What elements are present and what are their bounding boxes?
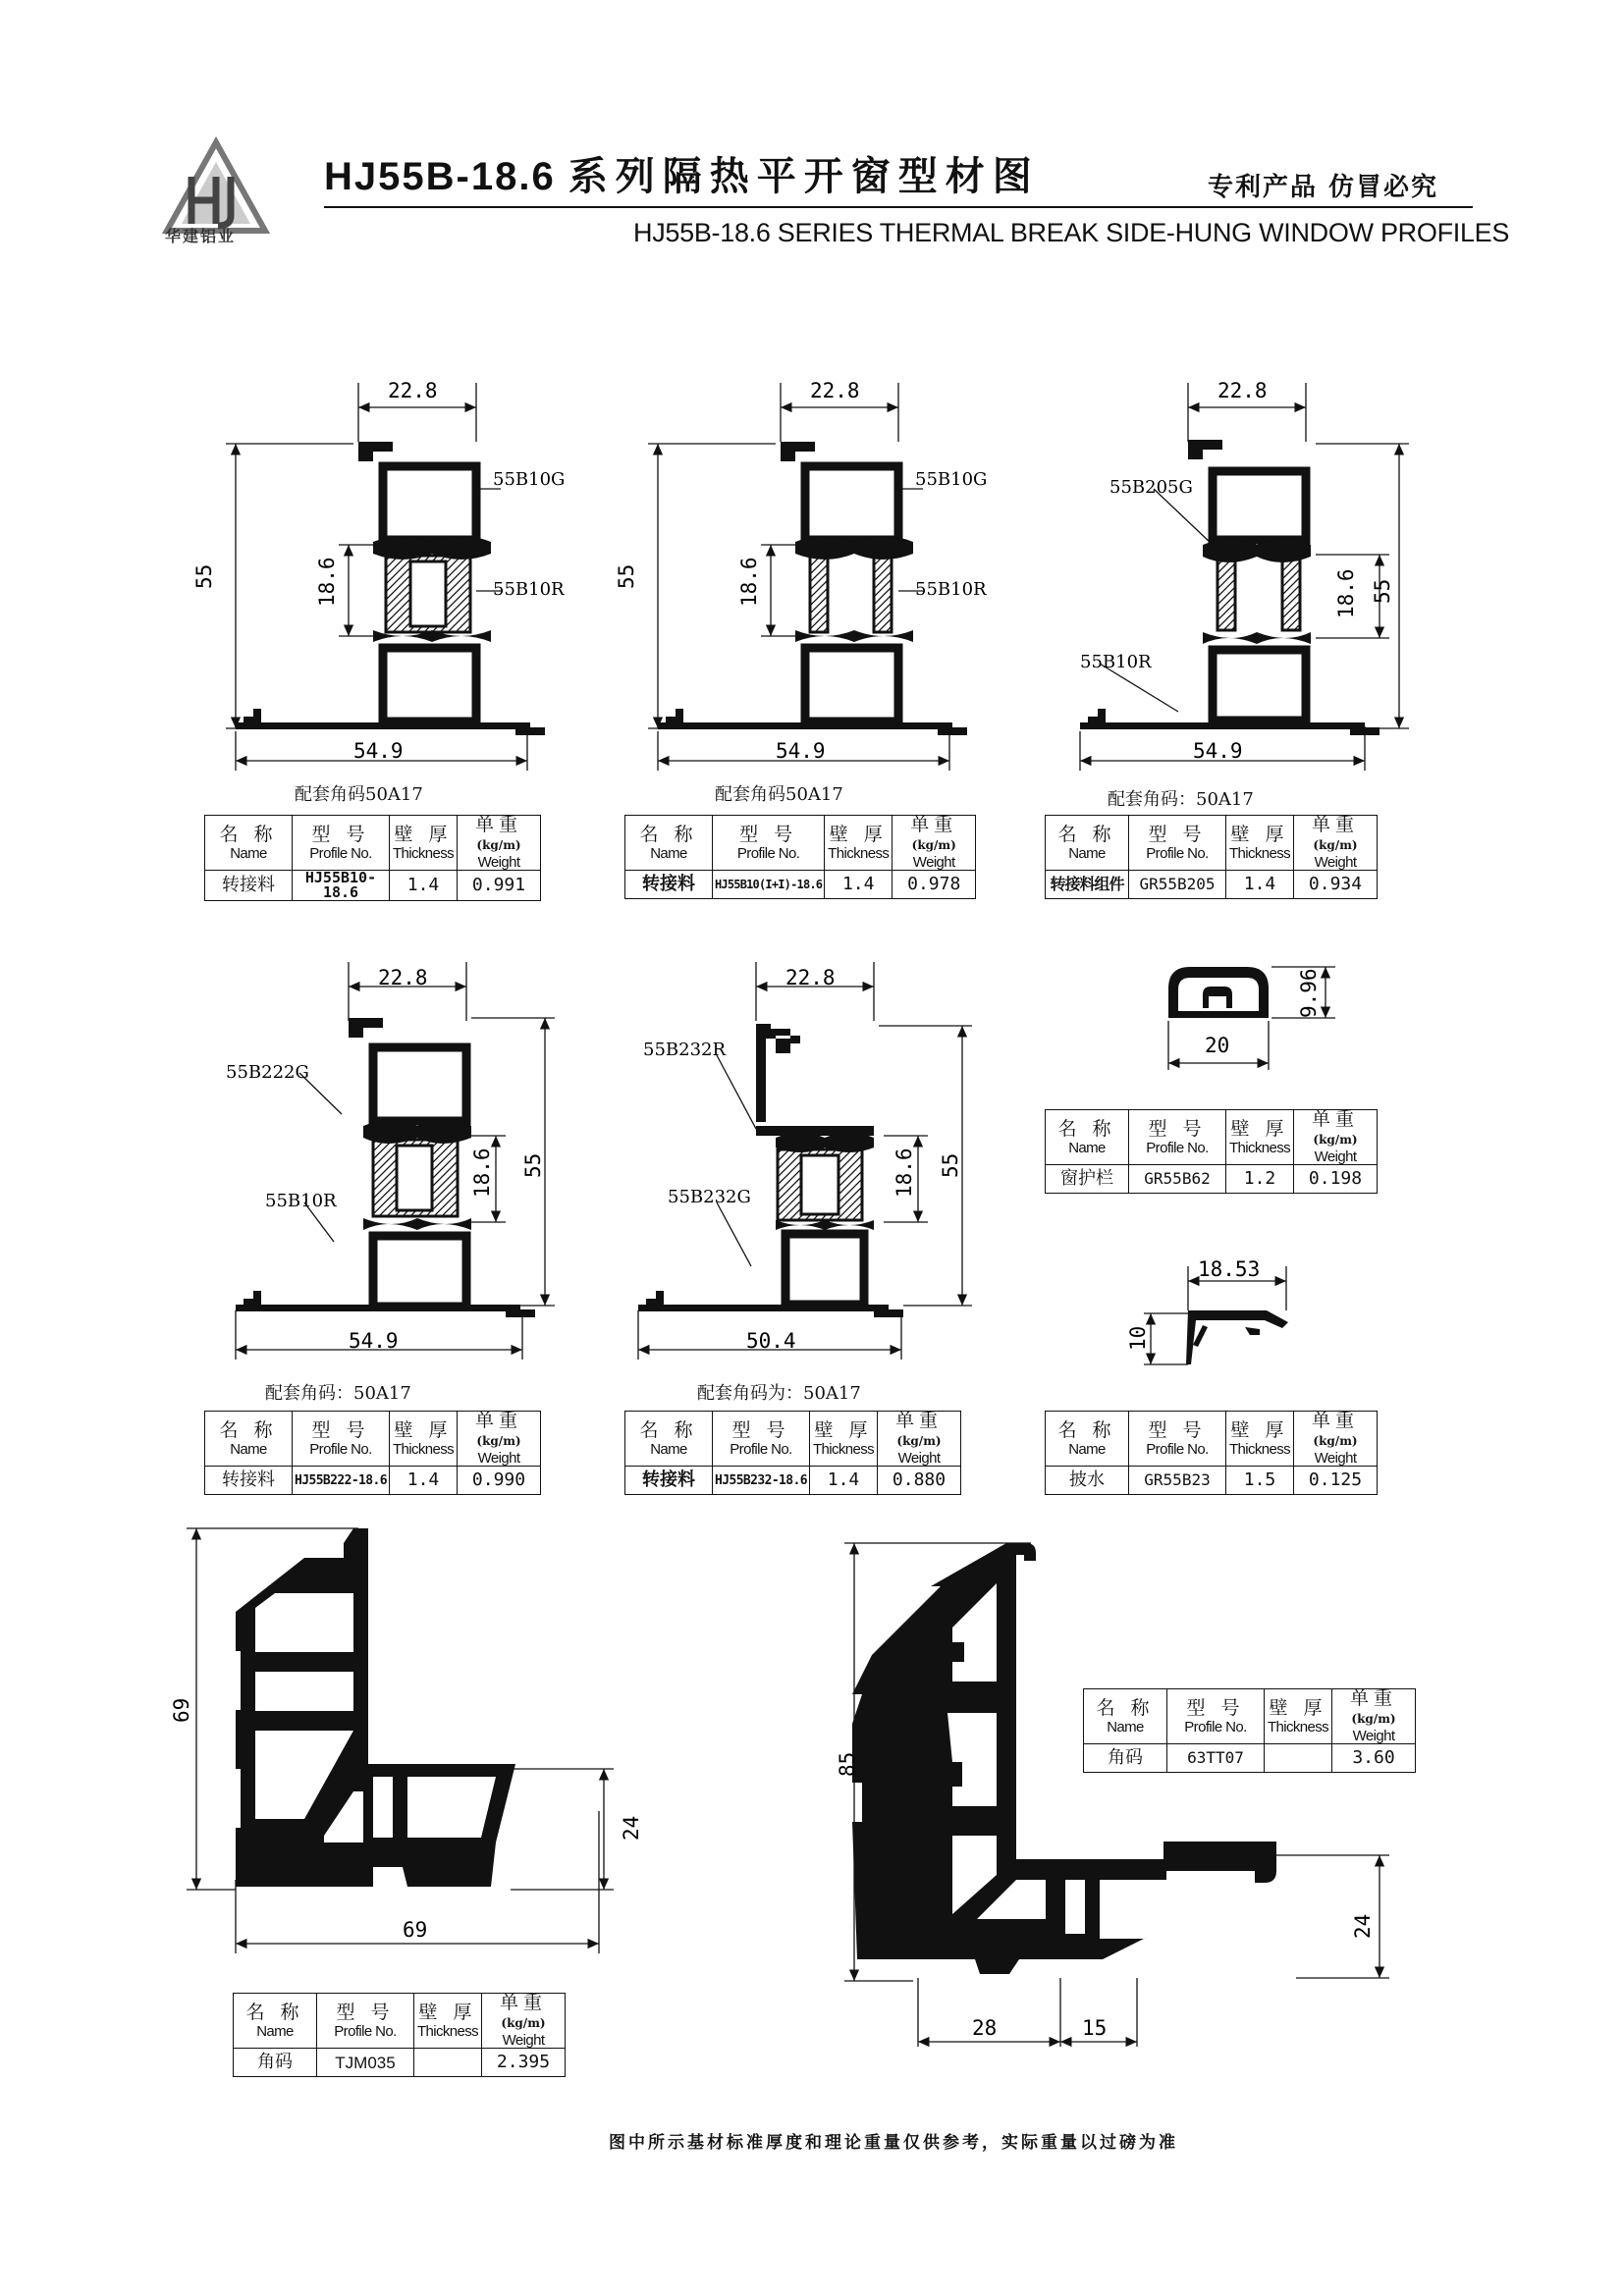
dim-leg: 24 [1351, 1913, 1375, 1939]
dim-top: 22.8 [1217, 379, 1268, 402]
dim-top: 22.8 [388, 379, 438, 402]
dim-height: 55 [939, 1152, 962, 1178]
spec-table-5: 名 称 Name 型 号 Profile No. 壁 厚 Thickness 单重(kg/m) Weight 转接料 HJ55B232-18.6 1.4 0.880 [624, 1411, 961, 1495]
logo-text: 华建铝业 [165, 227, 237, 245]
spec-table-4: 名 称 Name 型 号 Profile No. 壁 厚 Thickness 单重(kg/m) Weight 转接料 HJ55B222-18.6 1.4 0.990 [204, 1411, 541, 1495]
table-row: 角码 63TT07 3.60 [1084, 1744, 1416, 1773]
dim-top: 22.8 [785, 966, 836, 989]
label-lower: 55B10R [493, 579, 565, 600]
page-title-en: HJ55B-18.6 SERIES THERMAL BREAK SIDE-HUNG WINDOW PROFILES [633, 218, 1510, 247]
spec-table-corner-2: 名 称 Name 型 号 Profile No. 壁 厚 Thickness 单重(kg/m) Weight 角码 63TT07 3.60 [1083, 1688, 1416, 1773]
label-upper: 55B205G [1109, 477, 1193, 498]
table-row: 窗护栏 GR55B62 1.2 0.198 [1046, 1165, 1378, 1194]
caption-3: 配套角码：50A17 [1108, 789, 1254, 810]
profile-diagram-4 [206, 957, 560, 1360]
dim-break: 18.6 [1334, 568, 1358, 618]
caption-2: 配套角码50A17 [715, 784, 843, 805]
table-row: 披水 GR55B23 1.5 0.125 [1046, 1467, 1378, 1495]
label-upper: 55B222G [226, 1062, 309, 1083]
dim-break: 18.6 [470, 1148, 494, 1198]
label-lower: 55B232G [668, 1187, 751, 1207]
dim-width: 20 [1205, 1034, 1230, 1057]
dim-break: 18.6 [893, 1148, 916, 1198]
spec-table-drip: 名 称 Name 型 号 Profile No. 壁 厚 Thickness 单重(kg/m) Weight 披水 GR55B23 1.5 0.125 [1045, 1411, 1378, 1495]
dim-w2: 15 [1082, 2016, 1108, 2040]
dim-height: 55 [521, 1152, 545, 1178]
dim-height: 55 [1371, 578, 1394, 604]
dim-width: 54.9 [776, 739, 826, 763]
label-lower: 55B10R [1080, 652, 1152, 672]
table-row: 转接料 HJ55B10(I+I)-18.6 1.4 0.978 [625, 871, 976, 899]
label-lower: 55B10R [265, 1191, 337, 1211]
spec-table-guard: 名 称 Name 型 号 Profile No. 壁 厚 Thickness 单重(kg/m) Weight 窗护栏 GR55B62 1.2 0.198 [1045, 1109, 1378, 1194]
title-model: HJ55B-18.6 [324, 155, 556, 198]
caption-5: 配套角码为：50A17 [697, 1383, 861, 1404]
caption-1: 配套角码50A17 [295, 784, 423, 805]
spec-table-corner-1: 名 称 Name 型 号 Profile No. 壁 厚 Thickness 单重(kg/m) Weight 角码 TJM035 2.395 [233, 1993, 566, 2077]
table-row: 转接料 HJ55B232-18.6 1.4 0.880 [625, 1467, 961, 1495]
table-row: 转接料 HJ55B222-18.6 1.4 0.990 [205, 1467, 541, 1495]
profile-diagram-1 [192, 373, 566, 766]
dim-width: 54.9 [349, 1329, 399, 1353]
header-rule [324, 206, 1473, 208]
drip-diagram [1119, 1256, 1316, 1374]
dim-height: 85 [836, 1751, 859, 1777]
table-row: 角码 TJM035 2.395 [234, 2049, 566, 2077]
page-title-cn [324, 145, 1040, 201]
dim-height: 69 [170, 1697, 193, 1723]
dim-leg: 24 [620, 1815, 643, 1841]
dim-break: 18.6 [737, 557, 761, 607]
dim-height: 9.96 [1297, 968, 1321, 1018]
label-upper: 55B10G [915, 469, 988, 490]
dim-width: 18.53 [1198, 1257, 1261, 1281]
label-upper: 55B232R [643, 1040, 727, 1060]
guard-diagram [1149, 957, 1345, 1075]
dim-height: 10 [1126, 1325, 1150, 1351]
dim-width: 69 [403, 1918, 428, 1942]
dim-top: 22.8 [810, 379, 860, 402]
corner-key-diagram-2 [825, 1531, 1414, 2061]
patent-note: 专利产品 仿冒必究 [1208, 173, 1439, 202]
table-row: 转接料组件 GR55B205 1.4 0.934 [1046, 871, 1378, 899]
dim-width: 50.4 [746, 1329, 796, 1353]
label-upper: 55B10G [493, 469, 566, 490]
title-series: 系列隔热平开窗型材图 [568, 153, 1040, 199]
footer-note: 图中所示基材标准厚度和理论重量仅供参考，实际重量以过磅为准 [609, 2133, 1178, 2153]
dim-width: 54.9 [1193, 739, 1243, 763]
dim-height: 55 [615, 563, 638, 589]
dim-break: 18.6 [315, 557, 339, 607]
label-lower: 55B10R [915, 579, 987, 600]
caption-4: 配套角码：50A17 [265, 1383, 411, 1404]
corner-key-diagram-1 [170, 1517, 668, 1958]
dim-width: 54.9 [353, 739, 404, 763]
dim-height: 55 [192, 563, 216, 589]
spec-table-2: 名 称 Name 型 号 Profile No. 壁 厚 Thickness 单重(kg/m) Weight 转接料 HJ55B10(I+I)-18.6 1.4 0.978 [624, 815, 976, 899]
profile-diagram-2 [615, 373, 988, 766]
spec-table-1: 名 称 Name 型 号 Profile No. 壁 厚 Thickness 单重(kg/m) Weight 转接料 HJ55B10-18.6 1.4 0.991 [204, 815, 541, 901]
spec-table-3: 名 称 Name 型 号 Profile No. 壁 厚 Thickness 单重(kg/m) Weight 转接料组件 GR55B205 1.4 0.934 [1045, 815, 1378, 899]
dim-w1: 28 [972, 2016, 998, 2040]
profile-diagram-3 [1041, 373, 1414, 766]
dim-top: 22.8 [378, 966, 428, 989]
table-row: 转接料 HJ55B10-18.6 1.4 0.991 [205, 871, 541, 901]
profile-diagram-5 [628, 957, 992, 1360]
